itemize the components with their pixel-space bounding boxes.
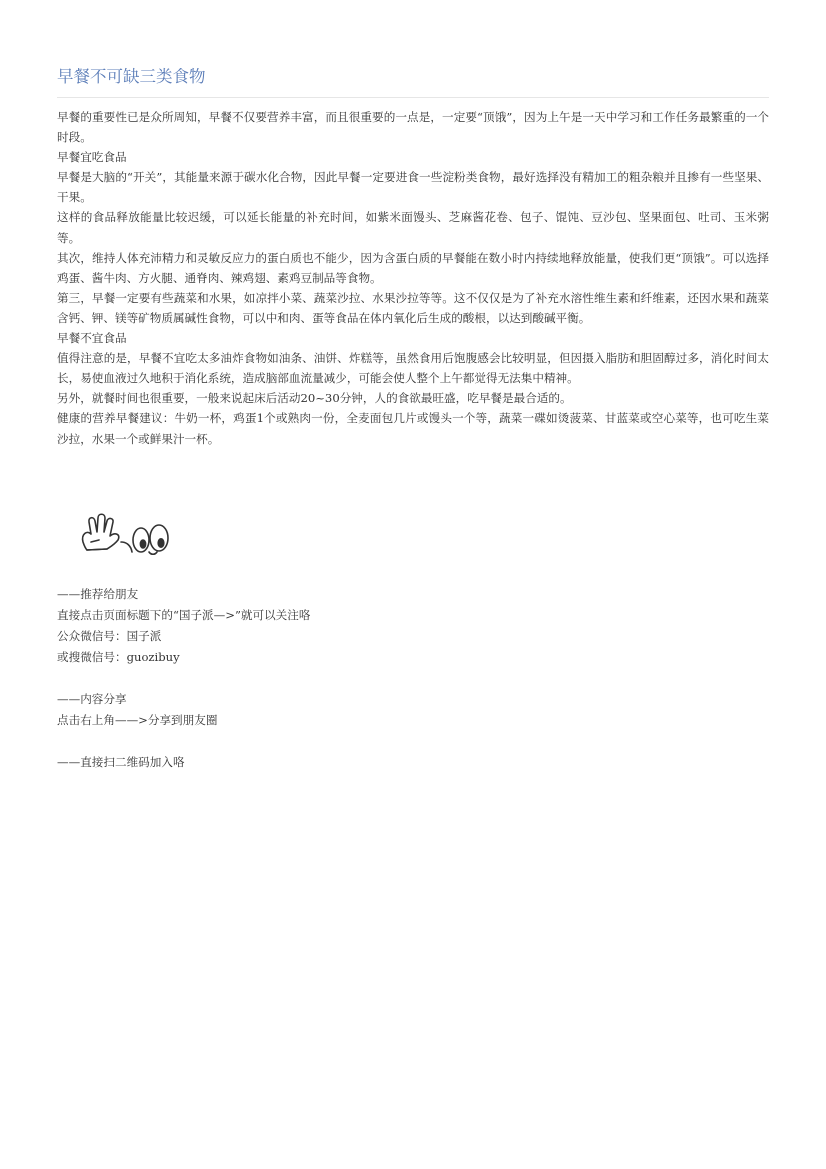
spacer <box>57 668 769 689</box>
title-divider <box>57 97 769 98</box>
footer <box>57 584 769 773</box>
share-heading: ——内容分享 <box>57 692 127 706</box>
share-hint: 点击右上角——>分享到朋友圈 <box>57 713 218 727</box>
protein-paragraph: 其次，维持人体充沛精力和灵敏反应力的蛋白质也不能少，因为含蛋白质的早餐能在数小时内持续地释放能量，使我们更“顶饿”。可以选择鸡蛋、酱牛肉、方火腿、通脊肉、辣鸡翅、素鸡豆制品等食物。 <box>57 250 769 285</box>
slow-energy-paragraph: 这样的食品释放能量比较迟缓，可以延长能量的补充时间，如紫米面馒头、芝麻酱花卷、包子、馄饨、豆沙包、坚果面包、吐司、玉米粥等。 <box>57 210 769 245</box>
article-body <box>57 107 769 449</box>
spacer <box>57 731 769 752</box>
hand-wave-icon <box>77 512 181 562</box>
vegetable-fruit-paragraph: 第三，早餐一定要有些蔬菜和水果，如凉拌小菜、蔬菜沙拉、水果沙拉等等。这不仅仅是为了补充水溶性维生素和纤维素，还因水果和蔬菜含钙、钾、镁等矿物质属碱性食物，可以中和肉、蛋等食品在体内氧化后生成的酸根，以达到酸碱平衡。 <box>57 290 769 325</box>
page-title: 早餐不可缺三类食物 <box>57 67 206 86</box>
scan-hint: ——直接扫二维码加入咯 <box>57 755 185 769</box>
wechat-id: 或搜微信号：guozibuy <box>57 650 180 664</box>
section-heading-recommended: 早餐宜吃食品 <box>57 150 127 165</box>
intro-paragraph: 早餐的重要性已是众所周知，早餐不仅要营养丰富，而且很重要的一点是，一定要“顶饿”，因为上午是一天中学习和工作任务最繁重的一个时段。 <box>57 110 769 145</box>
meal-time-paragraph: 另外，就餐时间也很重要，一般来说起床后活动20~30分钟，人的食欲最旺盛，吃早餐是最合适的。 <box>57 391 572 406</box>
section-heading-avoid: 早餐不宜食品 <box>57 331 127 346</box>
wechat-account: 公众微信号：国子派 <box>57 629 162 643</box>
follow-hint: 直接点击页面标题下的“国子派—>”就可以关注咯 <box>57 608 311 622</box>
fried-food-paragraph: 值得注意的是，早餐不宜吃太多油炸食物如油条、油饼、炸糕等，虽然食用后饱腹感会比较明显，但因摄入脂肪和胆固醇过多，消化时间太长，易使血液过久地积于消化系统，造成脑部血流量减少，可能会使人整个上午都觉得无法集中精神。 <box>57 351 769 386</box>
suggestion-paragraph: 健康的营养早餐建议：牛奶一杯，鸡蛋1个或熟肉一份，全麦面包几片或馒头一个等，蔬菜一碟如烫菠菜、甘蓝菜或空心菜等，也可吃生菜沙拉，水果一个或鲜果汁一杯。 <box>57 411 769 446</box>
recommend-heading: ——推荐给朋友 <box>57 587 139 601</box>
carbohydrate-paragraph: 早餐是大脑的“开关”，其能量来源于碳水化合物，因此早餐一定要进食一些淀粉类食物，最好选择没有精加工的粗杂粮并且掺有一些坚果、干果。 <box>57 170 769 205</box>
